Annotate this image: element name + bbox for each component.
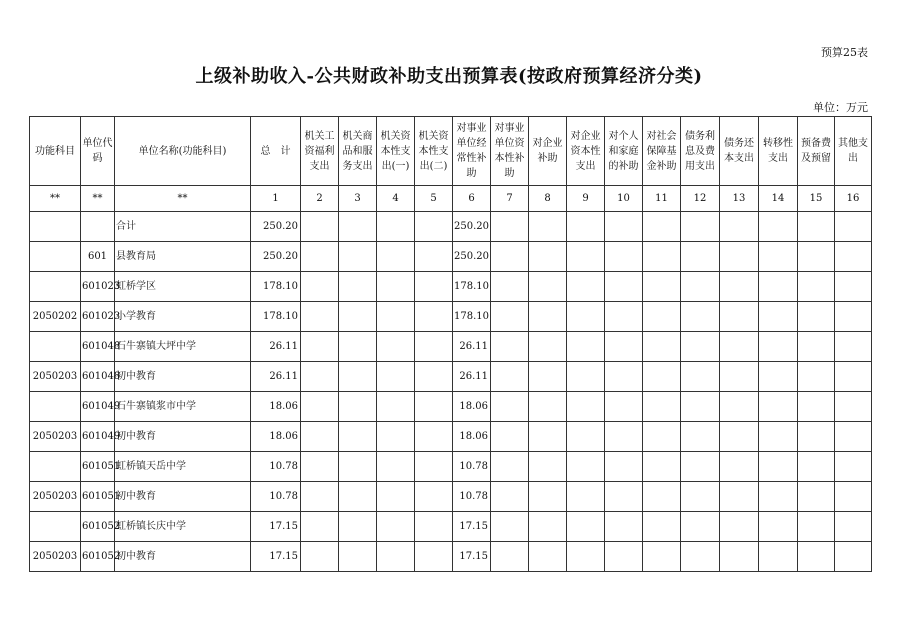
cell-amount-c7	[491, 212, 529, 242]
cell-func-code: 2050203	[30, 542, 81, 572]
cell-amount-c11	[643, 542, 681, 572]
cell-unit-name: 初中教育	[115, 482, 251, 512]
cell-amount-c13	[720, 452, 759, 482]
table-row	[30, 422, 872, 452]
cell-amount-c10	[605, 542, 643, 572]
cell-func-code	[30, 332, 81, 362]
cell-amount-c8	[529, 272, 567, 302]
cell-amount-c3	[339, 272, 377, 302]
column-index-cell: 8	[529, 186, 567, 212]
cell-amount-c11	[643, 212, 681, 242]
table-body	[30, 212, 872, 572]
cell-amount-c15	[798, 212, 835, 242]
cell-amount-c6: 18.06	[453, 392, 491, 422]
cell-amount-c11	[643, 392, 681, 422]
cell-amount-c13	[720, 272, 759, 302]
cell-amount-c15	[798, 542, 835, 572]
cell-unit-name: 合计	[115, 212, 251, 242]
cell-amount-c12	[681, 242, 720, 272]
table-row	[30, 242, 872, 272]
cell-amount-c8	[529, 482, 567, 512]
cell-unit-name: 初中教育	[115, 422, 251, 452]
cell-amount-c15	[798, 362, 835, 392]
table-row	[30, 332, 872, 362]
cell-amount-c4	[377, 512, 415, 542]
cell-amount-c14	[759, 302, 798, 332]
cell-amount-c12	[681, 332, 720, 362]
cell-amount-c14	[759, 422, 798, 452]
header-c15: 预备费及预留	[798, 117, 835, 186]
cell-amount-c4	[377, 242, 415, 272]
cell-amount-total: 250.20	[251, 242, 301, 272]
cell-amount-c14	[759, 452, 798, 482]
cell-amount-c10	[605, 272, 643, 302]
table-row	[30, 512, 872, 542]
cell-amount-c4	[377, 452, 415, 482]
column-index-cell: 16	[835, 186, 872, 212]
cell-amount-total: 10.78	[251, 482, 301, 512]
header-c7: 对事业单位资本性补助	[491, 117, 529, 186]
cell-amount-c7	[491, 302, 529, 332]
cell-amount-c9	[567, 542, 605, 572]
cell-amount-c3	[339, 212, 377, 242]
cell-amount-c16	[835, 332, 872, 362]
cell-amount-total: 18.06	[251, 422, 301, 452]
cell-amount-c5	[415, 392, 453, 422]
cell-amount-c4	[377, 272, 415, 302]
cell-amount-c10	[605, 422, 643, 452]
cell-amount-total: 250.20	[251, 212, 301, 242]
cell-amount-c10	[605, 392, 643, 422]
cell-amount-c6: 250.20	[453, 242, 491, 272]
cell-amount-c3	[339, 422, 377, 452]
cell-amount-c8	[529, 212, 567, 242]
cell-func-code	[30, 212, 81, 242]
column-index-cell: 3	[339, 186, 377, 212]
cell-unit-code: 601049	[81, 422, 115, 452]
cell-amount-c6: 178.10	[453, 272, 491, 302]
cell-amount-c13	[720, 512, 759, 542]
cell-amount-c16	[835, 392, 872, 422]
document-tag: 预算25表	[821, 46, 868, 59]
cell-unit-code: 601023	[81, 272, 115, 302]
cell-amount-c5	[415, 422, 453, 452]
header-c9: 对企业资本性支出	[567, 117, 605, 186]
table-row	[30, 302, 872, 332]
cell-amount-c2	[301, 482, 339, 512]
cell-amount-c10	[605, 482, 643, 512]
cell-amount-c11	[643, 422, 681, 452]
cell-amount-c16	[835, 212, 872, 242]
cell-amount-c9	[567, 482, 605, 512]
cell-amount-c13	[720, 302, 759, 332]
cell-amount-c13	[720, 392, 759, 422]
cell-amount-c3	[339, 392, 377, 422]
cell-amount-c5	[415, 332, 453, 362]
cell-amount-c15	[798, 272, 835, 302]
cell-amount-c14	[759, 212, 798, 242]
cell-amount-c4	[377, 212, 415, 242]
cell-unit-name: 虹桥学区	[115, 272, 251, 302]
cell-amount-c7	[491, 272, 529, 302]
cell-amount-c10	[605, 212, 643, 242]
cell-amount-c4	[377, 302, 415, 332]
cell-amount-c9	[567, 392, 605, 422]
column-index-cell: 7	[491, 186, 529, 212]
cell-unit-code: 601023	[81, 302, 115, 332]
cell-unit-code: 601048	[81, 362, 115, 392]
cell-amount-c9	[567, 362, 605, 392]
cell-func-code: 2050203	[30, 362, 81, 392]
cell-amount-c6: 18.06	[453, 422, 491, 452]
column-index-cell: 14	[759, 186, 798, 212]
cell-amount-c9	[567, 242, 605, 272]
cell-amount-c14	[759, 242, 798, 272]
cell-unit-code: 601051	[81, 482, 115, 512]
cell-amount-c2	[301, 362, 339, 392]
cell-unit-code: 601052	[81, 542, 115, 572]
cell-amount-c11	[643, 482, 681, 512]
header-c12: 债务利息及费用支出	[681, 117, 720, 186]
cell-amount-c6: 10.78	[453, 452, 491, 482]
cell-unit-name: 石牛寨镇浆市中学	[115, 392, 251, 422]
table-row	[30, 542, 872, 572]
header-code: 单位代码	[81, 117, 115, 186]
cell-amount-c13	[720, 332, 759, 362]
budget-table	[29, 116, 872, 572]
cell-func-code: 2050203	[30, 422, 81, 452]
header-c16: 其他支出	[835, 117, 872, 186]
cell-amount-c8	[529, 392, 567, 422]
cell-amount-c10	[605, 302, 643, 332]
cell-amount-c16	[835, 482, 872, 512]
cell-unit-name: 虹桥镇长庆中学	[115, 512, 251, 542]
cell-amount-c5	[415, 302, 453, 332]
cell-amount-c15	[798, 512, 835, 542]
cell-amount-c6: 17.15	[453, 542, 491, 572]
cell-amount-c12	[681, 212, 720, 242]
cell-amount-c9	[567, 452, 605, 482]
cell-amount-total: 26.11	[251, 362, 301, 392]
cell-amount-c5	[415, 242, 453, 272]
cell-amount-c2	[301, 272, 339, 302]
cell-amount-c4	[377, 362, 415, 392]
cell-unit-code	[81, 212, 115, 242]
cell-amount-c8	[529, 332, 567, 362]
cell-amount-c15	[798, 452, 835, 482]
header-name: 单位名称(功能科目)	[115, 117, 251, 186]
cell-amount-c4	[377, 392, 415, 422]
cell-amount-c10	[605, 512, 643, 542]
column-index-cell: **	[115, 186, 251, 212]
cell-amount-c15	[798, 422, 835, 452]
cell-amount-c9	[567, 332, 605, 362]
cell-amount-c11	[643, 452, 681, 482]
cell-amount-c9	[567, 302, 605, 332]
column-index-cell: 5	[415, 186, 453, 212]
column-index-cell: 15	[798, 186, 835, 212]
cell-amount-c6: 178.10	[453, 302, 491, 332]
cell-amount-c3	[339, 542, 377, 572]
cell-amount-total: 178.10	[251, 272, 301, 302]
cell-func-code: 2050202	[30, 302, 81, 332]
cell-amount-c13	[720, 242, 759, 272]
column-index-cell: 12	[681, 186, 720, 212]
column-index-cell: 2	[301, 186, 339, 212]
header-c6: 对事业单位经常性补助	[453, 117, 491, 186]
cell-amount-c13	[720, 422, 759, 452]
cell-amount-c13	[720, 212, 759, 242]
cell-amount-c14	[759, 272, 798, 302]
cell-amount-c4	[377, 422, 415, 452]
cell-amount-c2	[301, 332, 339, 362]
cell-amount-total: 10.78	[251, 452, 301, 482]
cell-amount-c2	[301, 542, 339, 572]
cell-amount-c13	[720, 542, 759, 572]
cell-amount-c12	[681, 272, 720, 302]
cell-amount-c7	[491, 512, 529, 542]
cell-amount-c4	[377, 482, 415, 512]
cell-amount-c5	[415, 542, 453, 572]
cell-amount-c16	[835, 302, 872, 332]
cell-amount-c13	[720, 362, 759, 392]
cell-amount-c16	[835, 242, 872, 272]
header-c8: 对企业补助	[529, 117, 567, 186]
cell-amount-c9	[567, 212, 605, 242]
cell-func-code	[30, 392, 81, 422]
header-c13: 债务还本支出	[720, 117, 759, 186]
cell-amount-c7	[491, 422, 529, 452]
cell-func-code	[30, 512, 81, 542]
column-index-row	[30, 186, 872, 212]
cell-amount-c14	[759, 362, 798, 392]
cell-amount-c16	[835, 512, 872, 542]
cell-amount-c8	[529, 422, 567, 452]
cell-amount-c2	[301, 242, 339, 272]
cell-amount-c4	[377, 542, 415, 572]
cell-unit-code: 601	[81, 242, 115, 272]
table-row	[30, 452, 872, 482]
cell-amount-c4	[377, 332, 415, 362]
column-index-cell: 13	[720, 186, 759, 212]
cell-amount-c7	[491, 362, 529, 392]
cell-amount-c2	[301, 212, 339, 242]
cell-unit-code: 601048	[81, 332, 115, 362]
cell-amount-c15	[798, 482, 835, 512]
cell-amount-c2	[301, 512, 339, 542]
document-title: 上级补助收入-公共财政补助支出预算表(按政府预算经济分类)	[195, 66, 703, 87]
cell-amount-c5	[415, 482, 453, 512]
cell-amount-c9	[567, 422, 605, 452]
cell-amount-c7	[491, 392, 529, 422]
cell-amount-c14	[759, 482, 798, 512]
cell-amount-c11	[643, 302, 681, 332]
cell-amount-c10	[605, 332, 643, 362]
cell-amount-total: 178.10	[251, 302, 301, 332]
cell-amount-c12	[681, 512, 720, 542]
cell-amount-c5	[415, 272, 453, 302]
cell-amount-c5	[415, 212, 453, 242]
cell-amount-c7	[491, 332, 529, 362]
cell-unit-name: 虹桥镇天岳中学	[115, 452, 251, 482]
cell-amount-c12	[681, 452, 720, 482]
cell-amount-c14	[759, 392, 798, 422]
cell-amount-c5	[415, 452, 453, 482]
cell-amount-c11	[643, 512, 681, 542]
cell-amount-c13	[720, 482, 759, 512]
cell-amount-c14	[759, 332, 798, 362]
table-row	[30, 362, 872, 392]
cell-amount-c15	[798, 332, 835, 362]
cell-unit-name: 县教育局	[115, 242, 251, 272]
table-row	[30, 392, 872, 422]
cell-amount-c16	[835, 452, 872, 482]
cell-amount-total: 26.11	[251, 332, 301, 362]
header-func: 功能科目	[30, 117, 81, 186]
cell-unit-name: 小学教育	[115, 302, 251, 332]
cell-unit-name: 初中教育	[115, 362, 251, 392]
cell-amount-c16	[835, 362, 872, 392]
cell-amount-c8	[529, 542, 567, 572]
cell-amount-c15	[798, 302, 835, 332]
column-index-cell: 6	[453, 186, 491, 212]
unit-label: 单位：万元	[813, 101, 868, 114]
cell-amount-c11	[643, 332, 681, 362]
cell-unit-code: 601049	[81, 392, 115, 422]
header-c14: 转移性支出	[759, 117, 798, 186]
cell-amount-c12	[681, 482, 720, 512]
header-row	[30, 117, 872, 186]
cell-amount-c2	[301, 422, 339, 452]
column-index-cell: 1	[251, 186, 301, 212]
cell-amount-c3	[339, 482, 377, 512]
table-row	[30, 272, 872, 302]
cell-amount-c7	[491, 482, 529, 512]
column-index-cell: 4	[377, 186, 415, 212]
cell-amount-c8	[529, 362, 567, 392]
cell-amount-c14	[759, 512, 798, 542]
cell-amount-c16	[835, 542, 872, 572]
cell-amount-c8	[529, 242, 567, 272]
cell-amount-c9	[567, 272, 605, 302]
cell-unit-name: 初中教育	[115, 542, 251, 572]
cell-amount-c6: 250.20	[453, 212, 491, 242]
cell-func-code: 2050203	[30, 482, 81, 512]
cell-amount-c8	[529, 452, 567, 482]
cell-func-code	[30, 452, 81, 482]
cell-amount-c3	[339, 362, 377, 392]
cell-amount-c7	[491, 242, 529, 272]
header-c3: 机关商品和服务支出	[339, 117, 377, 186]
cell-unit-code: 601051	[81, 452, 115, 482]
cell-func-code	[30, 242, 81, 272]
cell-amount-c8	[529, 512, 567, 542]
cell-amount-c11	[643, 242, 681, 272]
cell-amount-c9	[567, 512, 605, 542]
header-c10: 对个人和家庭的补助	[605, 117, 643, 186]
header-c4: 机关资本性支出(一)	[377, 117, 415, 186]
cell-amount-c10	[605, 452, 643, 482]
table-row	[30, 212, 872, 242]
cell-amount-c15	[798, 242, 835, 272]
cell-amount-c3	[339, 302, 377, 332]
cell-amount-c3	[339, 452, 377, 482]
cell-amount-c12	[681, 542, 720, 572]
column-index-cell: 10	[605, 186, 643, 212]
table-row	[30, 482, 872, 512]
cell-amount-total: 18.06	[251, 392, 301, 422]
header-c5: 机关资本性支出(二)	[415, 117, 453, 186]
cell-amount-c6: 17.15	[453, 512, 491, 542]
header-c2: 机关工资福利支出	[301, 117, 339, 186]
cell-amount-c2	[301, 392, 339, 422]
cell-amount-c15	[798, 392, 835, 422]
cell-amount-c5	[415, 362, 453, 392]
cell-amount-c2	[301, 452, 339, 482]
cell-amount-c5	[415, 512, 453, 542]
column-index-cell: **	[81, 186, 115, 212]
cell-amount-c14	[759, 542, 798, 572]
cell-amount-total: 17.15	[251, 512, 301, 542]
cell-amount-c12	[681, 422, 720, 452]
cell-amount-c6: 26.11	[453, 332, 491, 362]
cell-amount-c16	[835, 272, 872, 302]
header-c11: 对社会保障基金补助	[643, 117, 681, 186]
column-index-cell: 11	[643, 186, 681, 212]
column-index-cell: **	[30, 186, 81, 212]
cell-amount-c7	[491, 452, 529, 482]
cell-amount-c3	[339, 332, 377, 362]
cell-unit-code: 601052	[81, 512, 115, 542]
cell-amount-c12	[681, 302, 720, 332]
cell-amount-c6: 26.11	[453, 362, 491, 392]
header-total: 总 计	[251, 117, 301, 186]
cell-amount-c11	[643, 272, 681, 302]
cell-amount-c3	[339, 512, 377, 542]
cell-amount-c3	[339, 242, 377, 272]
column-index-cell: 9	[567, 186, 605, 212]
cell-amount-c7	[491, 542, 529, 572]
cell-unit-name: 石牛寨镇大坪中学	[115, 332, 251, 362]
cell-amount-c10	[605, 242, 643, 272]
cell-func-code	[30, 272, 81, 302]
cell-amount-c12	[681, 392, 720, 422]
cell-amount-c16	[835, 422, 872, 452]
cell-amount-c11	[643, 362, 681, 392]
cell-amount-total: 17.15	[251, 542, 301, 572]
cell-amount-c2	[301, 302, 339, 332]
cell-amount-c12	[681, 362, 720, 392]
cell-amount-c6: 10.78	[453, 482, 491, 512]
cell-amount-c8	[529, 302, 567, 332]
cell-amount-c10	[605, 362, 643, 392]
